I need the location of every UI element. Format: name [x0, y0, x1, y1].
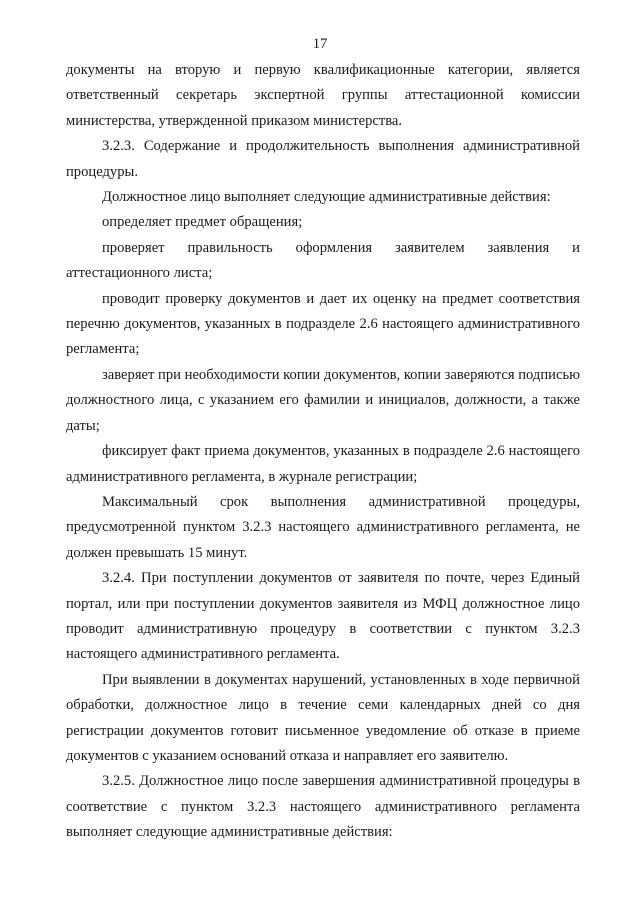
paragraph: При выявлении в документах нарушений, установленных в ходе первичной обработки, должностное лицо в течение семи календарных дней со дня регистрации документов готовит письменное уведомление об отказе в приеме документов с указанием оснований отказа и направляет его заявителю. — [66, 671, 580, 764]
paragraph: фиксирует факт приема документов, указанных в подразделе 2.6 настоящего административного регламента, в журнале регистрации; — [66, 443, 580, 485]
paragraph: 3.2.4. При поступлении документов от заявителя по почте, через Единый портал, или при поступлении документов заявителя из МФЦ должностное лицо проводит административную процедуру в соответствии с пунктом 3.2.3 настоящего административного регламента. — [66, 570, 580, 663]
page-number: 17 — [312, 36, 328, 52]
paragraph: определяет предмет обращения; — [102, 214, 303, 231]
paragraph: 3.2.5. Должностное лицо после завершения административной процедуры в соответствие с пунктом 3.2.3 настоящего административного регламента выполняет следующие административные действия: — [66, 773, 580, 841]
paragraph: заверяет при необходимости копии документов, копии заверяются подписью должностного лица, с указанием его фамилии и инициалов, должности, а также даты; — [66, 366, 580, 434]
paragraph: проверяет правильность оформления заявителем заявления и аттестационного листа; — [66, 239, 580, 282]
paragraph: документы на вторую и первую квалификационные категории, является ответственный секретарь экспертной группы аттестационной комиссии министерства, утвержденной приказом министерства. — [66, 62, 580, 129]
paragraph: проводит проверку документов и дает их оценку на предмет соответствия перечню документов, указанных в подразделе 2.6 настоящего административного регламента; — [66, 290, 580, 358]
paragraph: Должностное лицо выполняет следующие административные действия: — [102, 189, 551, 206]
document-body — [66, 58, 580, 846]
paragraph: Максимальный срок выполнения административной процедуры, предусмотренной пунктом 3.2.3 настоящего административного регламента, не должен превышать 15 минут. — [66, 493, 580, 561]
paragraph: 3.2.3. Содержание и продолжительность выполнения административной процедуры. — [66, 138, 580, 180]
